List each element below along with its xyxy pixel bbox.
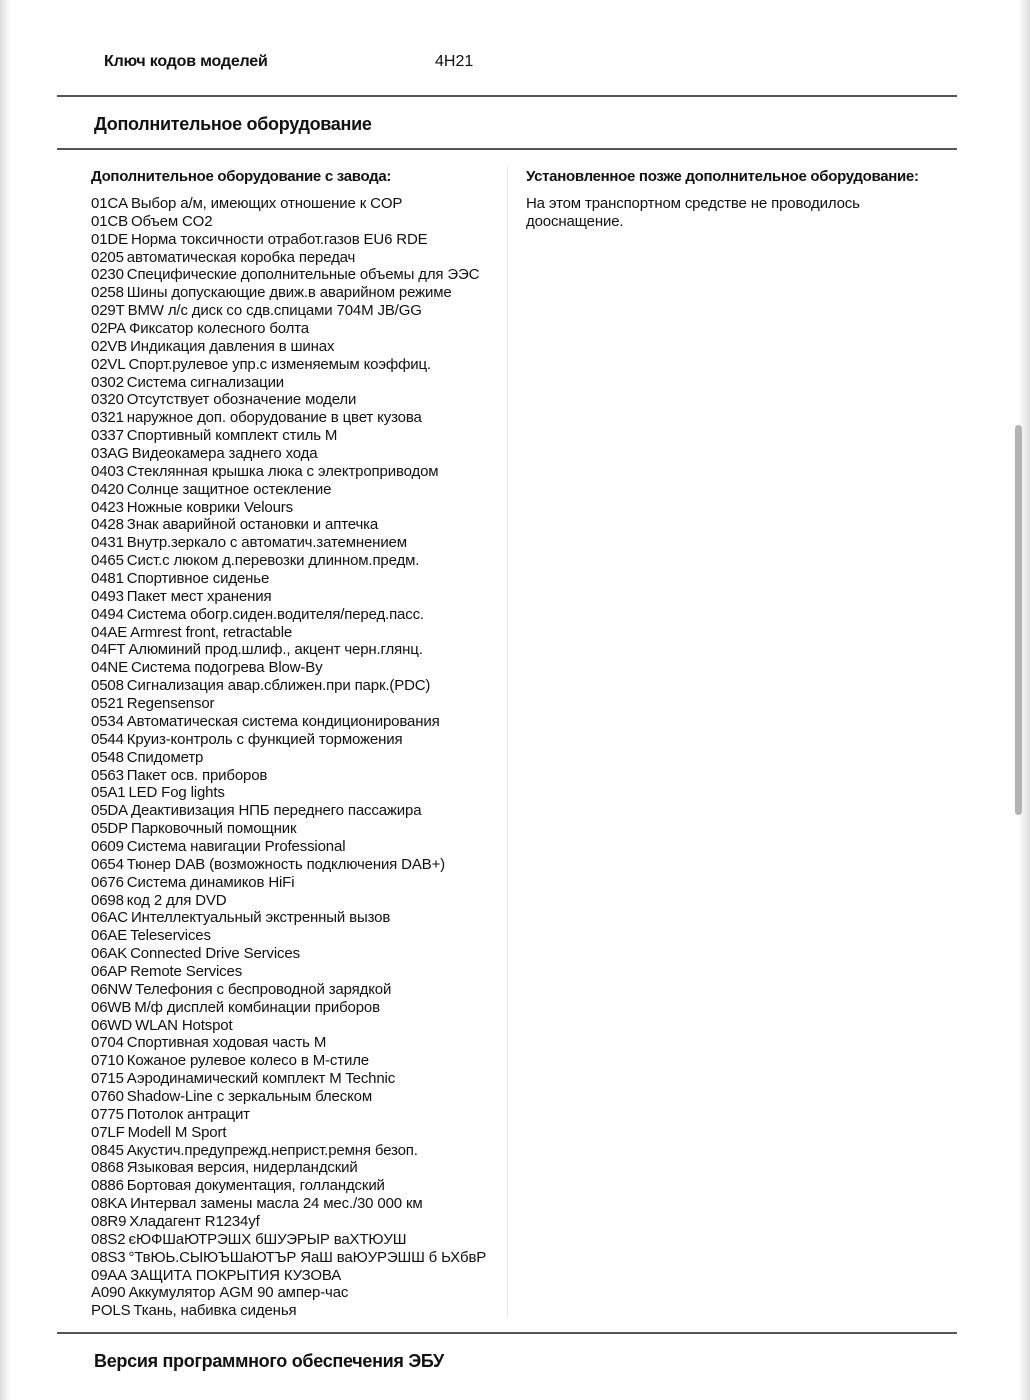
equipment-label: код 2 для DVD bbox=[126, 891, 227, 909]
equipment-item bbox=[91, 1267, 501, 1285]
equipment-label: Ткань, набивка сиденья bbox=[133, 1302, 297, 1320]
equipment-item bbox=[91, 1052, 501, 1070]
page-left-shadow bbox=[0, 0, 11, 1400]
equipment-item bbox=[91, 1231, 501, 1249]
equipment-label: Шины допускающие движ.в аварийном режиме bbox=[126, 284, 452, 302]
retrofit-equipment-column bbox=[526, 167, 919, 231]
equipment-item bbox=[91, 570, 501, 588]
equipment-item bbox=[91, 391, 501, 409]
equipment-label: Тюнер DAB (возможность подключения DAB+) bbox=[126, 855, 446, 873]
equipment-label: Солнце защитное остекление bbox=[126, 480, 332, 498]
equipment-code: 0886 bbox=[91, 1177, 124, 1195]
equipment-code: 0494 bbox=[91, 605, 124, 623]
equipment-code: 08R9 bbox=[91, 1212, 127, 1230]
equipment-code: 0420 bbox=[91, 480, 124, 498]
equipment-code: 0431 bbox=[91, 534, 124, 552]
equipment-label: Система динамиков HiFi bbox=[126, 873, 295, 891]
equipment-item bbox=[91, 838, 501, 856]
equipment-code: 0428 bbox=[91, 516, 124, 534]
equipment-label: Потолок антрацит bbox=[126, 1105, 250, 1123]
equipment-label: Connected Drive Services bbox=[130, 945, 300, 963]
equipment-label: наружное доп. оборудование в цвет кузова bbox=[126, 409, 422, 427]
equipment-item bbox=[91, 731, 501, 749]
equipment-item bbox=[91, 1034, 501, 1052]
equipment-code: 0868 bbox=[91, 1159, 124, 1177]
equipment-code: 0845 bbox=[91, 1141, 124, 1159]
equipment-item bbox=[91, 641, 501, 659]
equipment-code: 0775 bbox=[91, 1105, 124, 1123]
equipment-item bbox=[91, 999, 501, 1017]
equipment-label: єЮФШаЮТРЭШХ бШУЭРЫР ваХТЮУШ bbox=[128, 1230, 407, 1248]
equipment-item bbox=[91, 1195, 501, 1213]
equipment-label: Спортивный комплект стиль M bbox=[126, 427, 338, 445]
equipment-item bbox=[91, 749, 501, 767]
equipment-label: Спортивная ходовая часть M bbox=[126, 1034, 327, 1052]
equipment-label: Индикация давления в шинах bbox=[130, 337, 335, 355]
equipment-label: Выбор а/м, имеющих отношение к COP bbox=[130, 195, 403, 212]
model-key-row bbox=[104, 53, 704, 77]
equipment-item bbox=[91, 1088, 501, 1106]
equipment-code: 0465 bbox=[91, 552, 124, 570]
equipment-code: 0676 bbox=[91, 873, 124, 891]
equipment-item bbox=[91, 374, 501, 392]
factory-equipment-column bbox=[91, 167, 501, 1320]
equipment-code: 0698 bbox=[91, 891, 124, 909]
equipment-code: 09AA bbox=[91, 1266, 128, 1284]
equipment-item bbox=[91, 266, 501, 284]
model-key-label: Ключ кодов моделей bbox=[104, 53, 268, 70]
equipment-label: Shadow-Line с зеркальным блеском bbox=[126, 1087, 373, 1105]
equipment-label: Modell M Sport bbox=[127, 1123, 227, 1141]
equipment-item bbox=[91, 624, 501, 642]
equipment-code: 0654 bbox=[91, 855, 124, 873]
vertical-scrollbar[interactable] bbox=[1015, 425, 1022, 815]
equipment-label: Бортовая документация, голландский bbox=[126, 1177, 385, 1195]
equipment-code: 02VB bbox=[91, 337, 128, 355]
equipment-code: 0609 bbox=[91, 837, 124, 855]
equipment-code: 01CB bbox=[91, 212, 128, 230]
equipment-label: Круиз-контроль с функцией торможения bbox=[126, 730, 403, 748]
equipment-label: Пакет мест хранения bbox=[126, 587, 272, 605]
equipment-code: 0710 bbox=[91, 1052, 124, 1070]
equipment-code: A090 bbox=[91, 1284, 126, 1302]
equipment-code: 0302 bbox=[91, 373, 124, 391]
equipment-code: 0548 bbox=[91, 748, 124, 766]
equipment-label: Интервал замены масла 24 мес./30 000 км bbox=[130, 1195, 423, 1213]
equipment-label: Интеллектуальный экстренный вызов bbox=[130, 909, 391, 927]
equipment-code: 08S2 bbox=[91, 1230, 126, 1248]
equipment-label: Аккумулятор AGM 90 ампер-час bbox=[128, 1284, 349, 1302]
equipment-code: 06WD bbox=[91, 1016, 133, 1034]
equipment-label: Пакет осв. приборов bbox=[126, 766, 268, 784]
equipment-item bbox=[91, 784, 501, 802]
equipment-label: Teleservices bbox=[130, 927, 211, 945]
equipment-code: 06AE bbox=[91, 927, 128, 945]
equipment-item bbox=[91, 284, 501, 302]
equipment-item bbox=[91, 534, 501, 552]
equipment-code: 06AC bbox=[91, 909, 128, 927]
equipment-item bbox=[91, 338, 501, 356]
equipment-code: 0493 bbox=[91, 587, 124, 605]
equipment-label: Телефония с беспроводной зарядкой bbox=[135, 980, 392, 998]
equipment-label: WLAN Hotspot bbox=[135, 1016, 233, 1034]
equipment-item bbox=[91, 892, 501, 910]
equipment-item bbox=[91, 802, 501, 820]
equipment-item bbox=[91, 516, 501, 534]
equipment-code: 0760 bbox=[91, 1087, 124, 1105]
equipment-label: Спидометр bbox=[126, 748, 204, 766]
equipment-item bbox=[91, 1249, 501, 1267]
equipment-code: 02PA bbox=[91, 320, 126, 338]
equipment-code: 06AP bbox=[91, 962, 128, 980]
equipment-item bbox=[91, 1284, 501, 1302]
equipment-item bbox=[91, 356, 501, 374]
equipment-item bbox=[91, 1017, 501, 1035]
equipment-section-title: Дополнительное оборудование bbox=[94, 114, 372, 134]
equipment-item bbox=[91, 302, 501, 320]
equipment-label: Armrest front, retractable bbox=[130, 623, 293, 641]
equipment-code: 0423 bbox=[91, 498, 124, 516]
equipment-item bbox=[91, 820, 501, 838]
equipment-label: Отсутствует обозначение модели bbox=[126, 391, 357, 409]
equipment-item bbox=[91, 588, 501, 606]
equipment-label: Внутр.зеркало с автоматич.затемнением bbox=[126, 534, 407, 552]
equipment-label: Знак аварийной остановки и аптечка bbox=[126, 516, 379, 534]
divider-equipment bbox=[57, 148, 957, 150]
equipment-code: 06AK bbox=[91, 945, 128, 963]
equipment-item bbox=[91, 981, 501, 999]
equipment-item bbox=[91, 1177, 501, 1195]
equipment-item bbox=[91, 445, 501, 463]
equipment-label: °ТвЮЬ.СЫЮЪШаЮТЪР ЯаШ ваЮУРЭШШ б ЬХбвР bbox=[128, 1248, 487, 1266]
equipment-item bbox=[91, 606, 501, 624]
equipment-item bbox=[91, 767, 501, 785]
equipment-label: Языковая версия, нидерландский bbox=[126, 1159, 358, 1177]
equipment-item bbox=[91, 1159, 501, 1177]
equipment-label: Remote Services bbox=[130, 962, 243, 980]
equipment-code: 0534 bbox=[91, 712, 124, 730]
equipment-code: 02VL bbox=[91, 355, 126, 373]
equipment-code: 0704 bbox=[91, 1034, 124, 1052]
equipment-code: 0320 bbox=[91, 391, 124, 409]
equipment-item bbox=[91, 695, 501, 713]
equipment-code: 01CA bbox=[91, 195, 128, 212]
equipment-item bbox=[91, 1070, 501, 1088]
equipment-label: Деактивизация НПБ переднего пассажира bbox=[130, 802, 422, 820]
equipment-item bbox=[91, 1302, 501, 1320]
equipment-label: Объем CO2 bbox=[130, 212, 213, 230]
equipment-code: 0521 bbox=[91, 695, 124, 713]
equipment-item bbox=[91, 874, 501, 892]
equipment-label: Спорт.рулевое упр.с изменяемым коэффиц. bbox=[128, 355, 431, 373]
equipment-code: 08KA bbox=[91, 1195, 128, 1213]
equipment-code: 0230 bbox=[91, 266, 124, 284]
equipment-label: Система сигнализации bbox=[126, 373, 285, 391]
equipment-item bbox=[91, 427, 501, 445]
equipment-item bbox=[91, 927, 501, 945]
equipment-label: Система навигации Professional bbox=[126, 837, 346, 855]
equipment-code: 029T bbox=[91, 302, 125, 320]
model-key-value: 4H21 bbox=[435, 53, 474, 70]
equipment-label: Алюминий прод.шлиф., акцент черн.глянц. bbox=[128, 641, 423, 659]
equipment-code: 0563 bbox=[91, 766, 124, 784]
equipment-code: 01DE bbox=[91, 230, 128, 248]
equipment-code: 0544 bbox=[91, 730, 124, 748]
factory-equipment-heading: Дополнительное оборудование с завода: bbox=[91, 168, 392, 185]
software-section-title: Версия программного обеспечения ЭБУ bbox=[94, 1351, 444, 1371]
equipment-label: Парковочный помощник bbox=[130, 820, 297, 838]
equipment-label: Сигнализация авар.сближен.при парк.(PDC) bbox=[126, 677, 431, 695]
equipment-item bbox=[91, 213, 501, 231]
equipment-code: 04AE bbox=[91, 623, 128, 641]
equipment-item bbox=[91, 909, 501, 927]
equipment-label: Автоматическая система кондиционирования bbox=[126, 712, 440, 730]
equipment-label: Ножные коврики Velours bbox=[126, 498, 294, 516]
equipment-code: 07LF bbox=[91, 1123, 125, 1141]
equipment-code: 03AG bbox=[91, 445, 129, 463]
equipment-code: 05DP bbox=[91, 820, 128, 838]
equipment-item bbox=[91, 677, 501, 695]
equipment-code: 05A1 bbox=[91, 784, 126, 802]
equipment-item bbox=[91, 945, 501, 963]
equipment-item bbox=[91, 409, 501, 427]
equipment-item bbox=[91, 499, 501, 517]
equipment-label: ЗАЩИТА ПОКРЫТИЯ КУЗОВА bbox=[130, 1266, 342, 1284]
equipment-code: POLS bbox=[91, 1302, 131, 1320]
equipment-label: Акустич.предупрежд.неприст.ремня безоп. bbox=[126, 1141, 418, 1159]
equipment-item bbox=[91, 856, 501, 874]
equipment-code: 06NW bbox=[91, 980, 133, 998]
equipment-code: 06WB bbox=[91, 998, 132, 1016]
equipment-code: 0715 bbox=[91, 1070, 124, 1088]
equipment-code: 0321 bbox=[91, 409, 124, 427]
equipment-label: Норма токсичности отработ.газов EU6 RDE bbox=[130, 230, 428, 248]
equipment-item bbox=[91, 963, 501, 981]
equipment-label: Система подогрева Blow-By bbox=[130, 659, 323, 677]
equipment-label: BMW л/с диск со сдв.спицами 704M JB/GG bbox=[127, 302, 422, 320]
equipment-item bbox=[91, 1142, 501, 1160]
divider-top bbox=[57, 95, 957, 97]
equipment-item bbox=[91, 1124, 501, 1142]
column-divider bbox=[507, 166, 508, 1318]
equipment-item bbox=[91, 552, 501, 570]
equipment-label: Спортивное сиденье bbox=[126, 570, 270, 588]
equipment-code: 0337 bbox=[91, 427, 124, 445]
equipment-label: Стеклянная крышка люка с электроприводом bbox=[126, 462, 439, 480]
equipment-code: 08S3 bbox=[91, 1248, 126, 1266]
divider-software bbox=[57, 1332, 957, 1334]
equipment-item bbox=[91, 320, 501, 338]
equipment-label: Хладагент R1234yf bbox=[129, 1212, 260, 1230]
equipment-label: LED Fog lights bbox=[128, 784, 225, 802]
equipment-code: 0508 bbox=[91, 677, 124, 695]
equipment-label: Сист.с люком д.перевозки длинном.предм. bbox=[126, 552, 420, 570]
equipment-item bbox=[91, 1106, 501, 1124]
equipment-item bbox=[91, 249, 501, 267]
equipment-item bbox=[91, 463, 501, 481]
equipment-item bbox=[91, 231, 501, 249]
equipment-label: автоматическая коробка передач bbox=[126, 248, 356, 266]
equipment-code: 05DA bbox=[91, 802, 128, 820]
factory-equipment-list bbox=[91, 195, 501, 1320]
equipment-code: 0403 bbox=[91, 462, 124, 480]
equipment-label: Специфические дополнительные объемы для ЭЭС bbox=[126, 266, 480, 284]
equipment-label: М/ф дисплей комбинации приборов bbox=[134, 998, 380, 1016]
equipment-item bbox=[91, 1213, 501, 1231]
equipment-item bbox=[91, 659, 501, 677]
equipment-code: 0258 bbox=[91, 284, 124, 302]
equipment-code: 0205 bbox=[91, 248, 124, 266]
equipment-item bbox=[91, 713, 501, 731]
equipment-label: Аэродинамический комплект M Technic bbox=[126, 1070, 396, 1088]
equipment-code: 04FT bbox=[91, 641, 126, 659]
equipment-item bbox=[91, 195, 501, 213]
equipment-label: Regensensor bbox=[126, 695, 215, 713]
equipment-label: Кожаное рулевое колесо в M-стиле bbox=[126, 1052, 369, 1070]
equipment-label: Фиксатор колесного болта bbox=[128, 320, 309, 338]
equipment-code: 04NE bbox=[91, 659, 128, 677]
retrofit-equipment-text: На этом транспортном средстве не проводилось дооснащение. bbox=[526, 195, 860, 230]
equipment-code: 0481 bbox=[91, 570, 124, 588]
equipment-label: Видеокамера заднего хода bbox=[131, 445, 318, 463]
retrofit-equipment-heading: Установленное позже дополнительное оборудование: bbox=[526, 168, 919, 185]
equipment-label: Система обогр.сиден.водителя/перед.пасс. bbox=[126, 605, 424, 623]
equipment-item bbox=[91, 481, 501, 499]
